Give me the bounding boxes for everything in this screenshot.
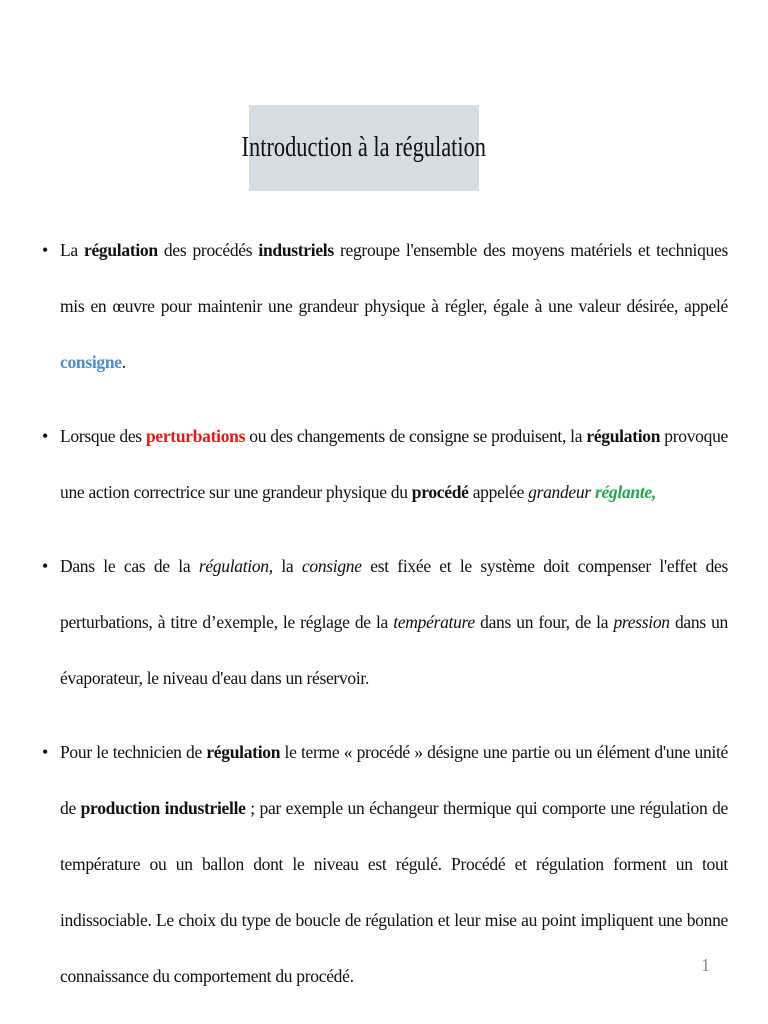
text-run: La — [60, 240, 84, 260]
text-run: dans un four, de la — [474, 612, 614, 632]
bullet-item-3 — [38, 538, 728, 706]
italic-term-consigne: consigne — [301, 556, 362, 576]
italic-term-pression: pression — [613, 612, 670, 632]
bullet-dot-icon: • — [42, 742, 49, 762]
text-run: Dans le cas de la — [60, 556, 199, 576]
text-run: provoque une action correctrice sur une grandeur physique du — [60, 426, 728, 502]
bullet-item-1 — [38, 222, 728, 390]
text-run: est fixée et le système doit compenser l'effet des perturbations, à titre d’exemple, le réglage de la — [60, 556, 729, 632]
bold-term-procede: procédé — [411, 482, 469, 502]
text-run: appelée — [468, 482, 529, 502]
page-number: 1 — [701, 955, 710, 975]
text-run: des procédés — [157, 240, 259, 260]
bullet-item-2 — [38, 408, 728, 520]
bold-term-industriels: industriels — [258, 240, 334, 260]
text-run: . — [121, 352, 126, 372]
text-run: Lorsque des — [60, 426, 146, 446]
bullet-text-4 — [60, 724, 728, 1004]
bold-term-regulation: régulation — [83, 240, 158, 260]
bullet-text-2 — [60, 408, 728, 520]
bold-term-production-industrielle: production industrielle — [80, 798, 246, 818]
bullet-dot-icon: • — [42, 240, 49, 260]
bullet-dot-icon: • — [42, 426, 49, 446]
italic-term-temperature: température — [393, 612, 475, 632]
highlight-consigne: consigne — [60, 352, 122, 372]
bullet-item-4 — [38, 724, 728, 1004]
title-box — [241, 105, 487, 191]
bold-term-regulation: régulation — [206, 742, 281, 762]
text-run: ou des changements de consigne se produisent, la — [245, 426, 587, 446]
bold-term-regulation: régulation — [586, 426, 661, 446]
text-run: , la — [268, 556, 302, 576]
bullet-text-3 — [60, 538, 728, 706]
text-run: regroupe l'ensemble des moyens matériels et techniques mis en œuvre pour maintenir une grandeur physique à régler, égale à une valeur désirée, appelé — [60, 240, 728, 316]
text-run: dans un évaporateur, le niveau d'eau dans un réservoir. — [60, 612, 728, 688]
highlight-perturbations: perturbations — [145, 426, 246, 446]
bullet-text-1 — [60, 222, 728, 390]
text-run: le terme « procédé » désigne une partie ou un élément d'une unité de — [60, 742, 728, 818]
italic-term-regulation: régulation — [198, 556, 269, 576]
page-title: Introduction à la régulation — [241, 132, 487, 163]
bullet-list — [38, 222, 728, 1004]
bullet-dot-icon: • — [42, 556, 49, 576]
highlight-reglante: réglante, — [594, 482, 656, 502]
text-run: Pour le technicien de — [60, 742, 207, 762]
italic-term-grandeur: grandeur — [528, 482, 591, 502]
text-run: ; par exemple un échangeur thermique qui comporte une régulation de température ou un ballon dont le niveau est régulé. Procédé et régulation forment un tout indissociable. Le choix du type de boucle de régulation et leur mise au point impliquent une bonne connaissance du comportement du procédé. — [60, 798, 728, 986]
